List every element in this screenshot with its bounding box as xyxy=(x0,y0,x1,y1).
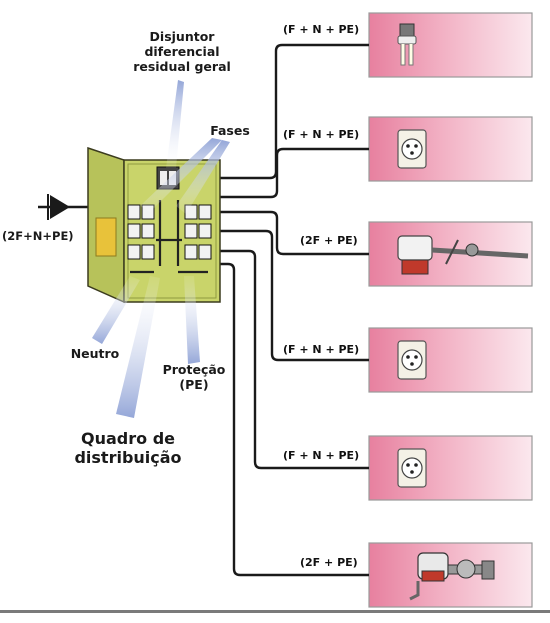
circuit-cards xyxy=(369,13,532,607)
circuit-card-6 xyxy=(369,543,532,607)
wire-circuit-6 xyxy=(220,264,369,575)
phases-label: Fases xyxy=(210,123,250,138)
circuit-card-1 xyxy=(369,13,532,77)
outlet-icon xyxy=(398,449,426,487)
main-breaker-label: Disjuntor diferencial residual geral xyxy=(133,29,231,74)
circuit-label-3: (2F + PE) xyxy=(300,234,358,247)
neutral-label: Neutro xyxy=(70,346,120,361)
protection-label: Proteção (PE) xyxy=(162,362,226,392)
wire-circuit-2 xyxy=(220,149,369,197)
circuit-label-6: (2F + PE) xyxy=(300,556,358,569)
circuit-label-5: (F + N + PE) xyxy=(283,449,360,462)
circuit-card-2 xyxy=(369,117,532,181)
wire-circuit-3 xyxy=(220,212,369,254)
circuit-card-4 xyxy=(369,328,532,392)
circuit-card-3 xyxy=(369,222,532,286)
panel-door-label xyxy=(96,218,116,256)
circuit-label-4: (F + N + PE) xyxy=(283,343,360,356)
panel-label: Quadro de distribuição xyxy=(74,429,182,468)
supply-label: (2F+N+PE) xyxy=(2,229,74,243)
circuit-label-1: (F + N + PE) xyxy=(283,23,360,36)
circuit-label-2: (F + N + PE) xyxy=(283,128,360,141)
outlet-icon xyxy=(398,130,426,168)
circuit-card-5 xyxy=(369,436,532,500)
outlet-icon xyxy=(398,341,426,379)
bottom-divider xyxy=(0,610,550,613)
